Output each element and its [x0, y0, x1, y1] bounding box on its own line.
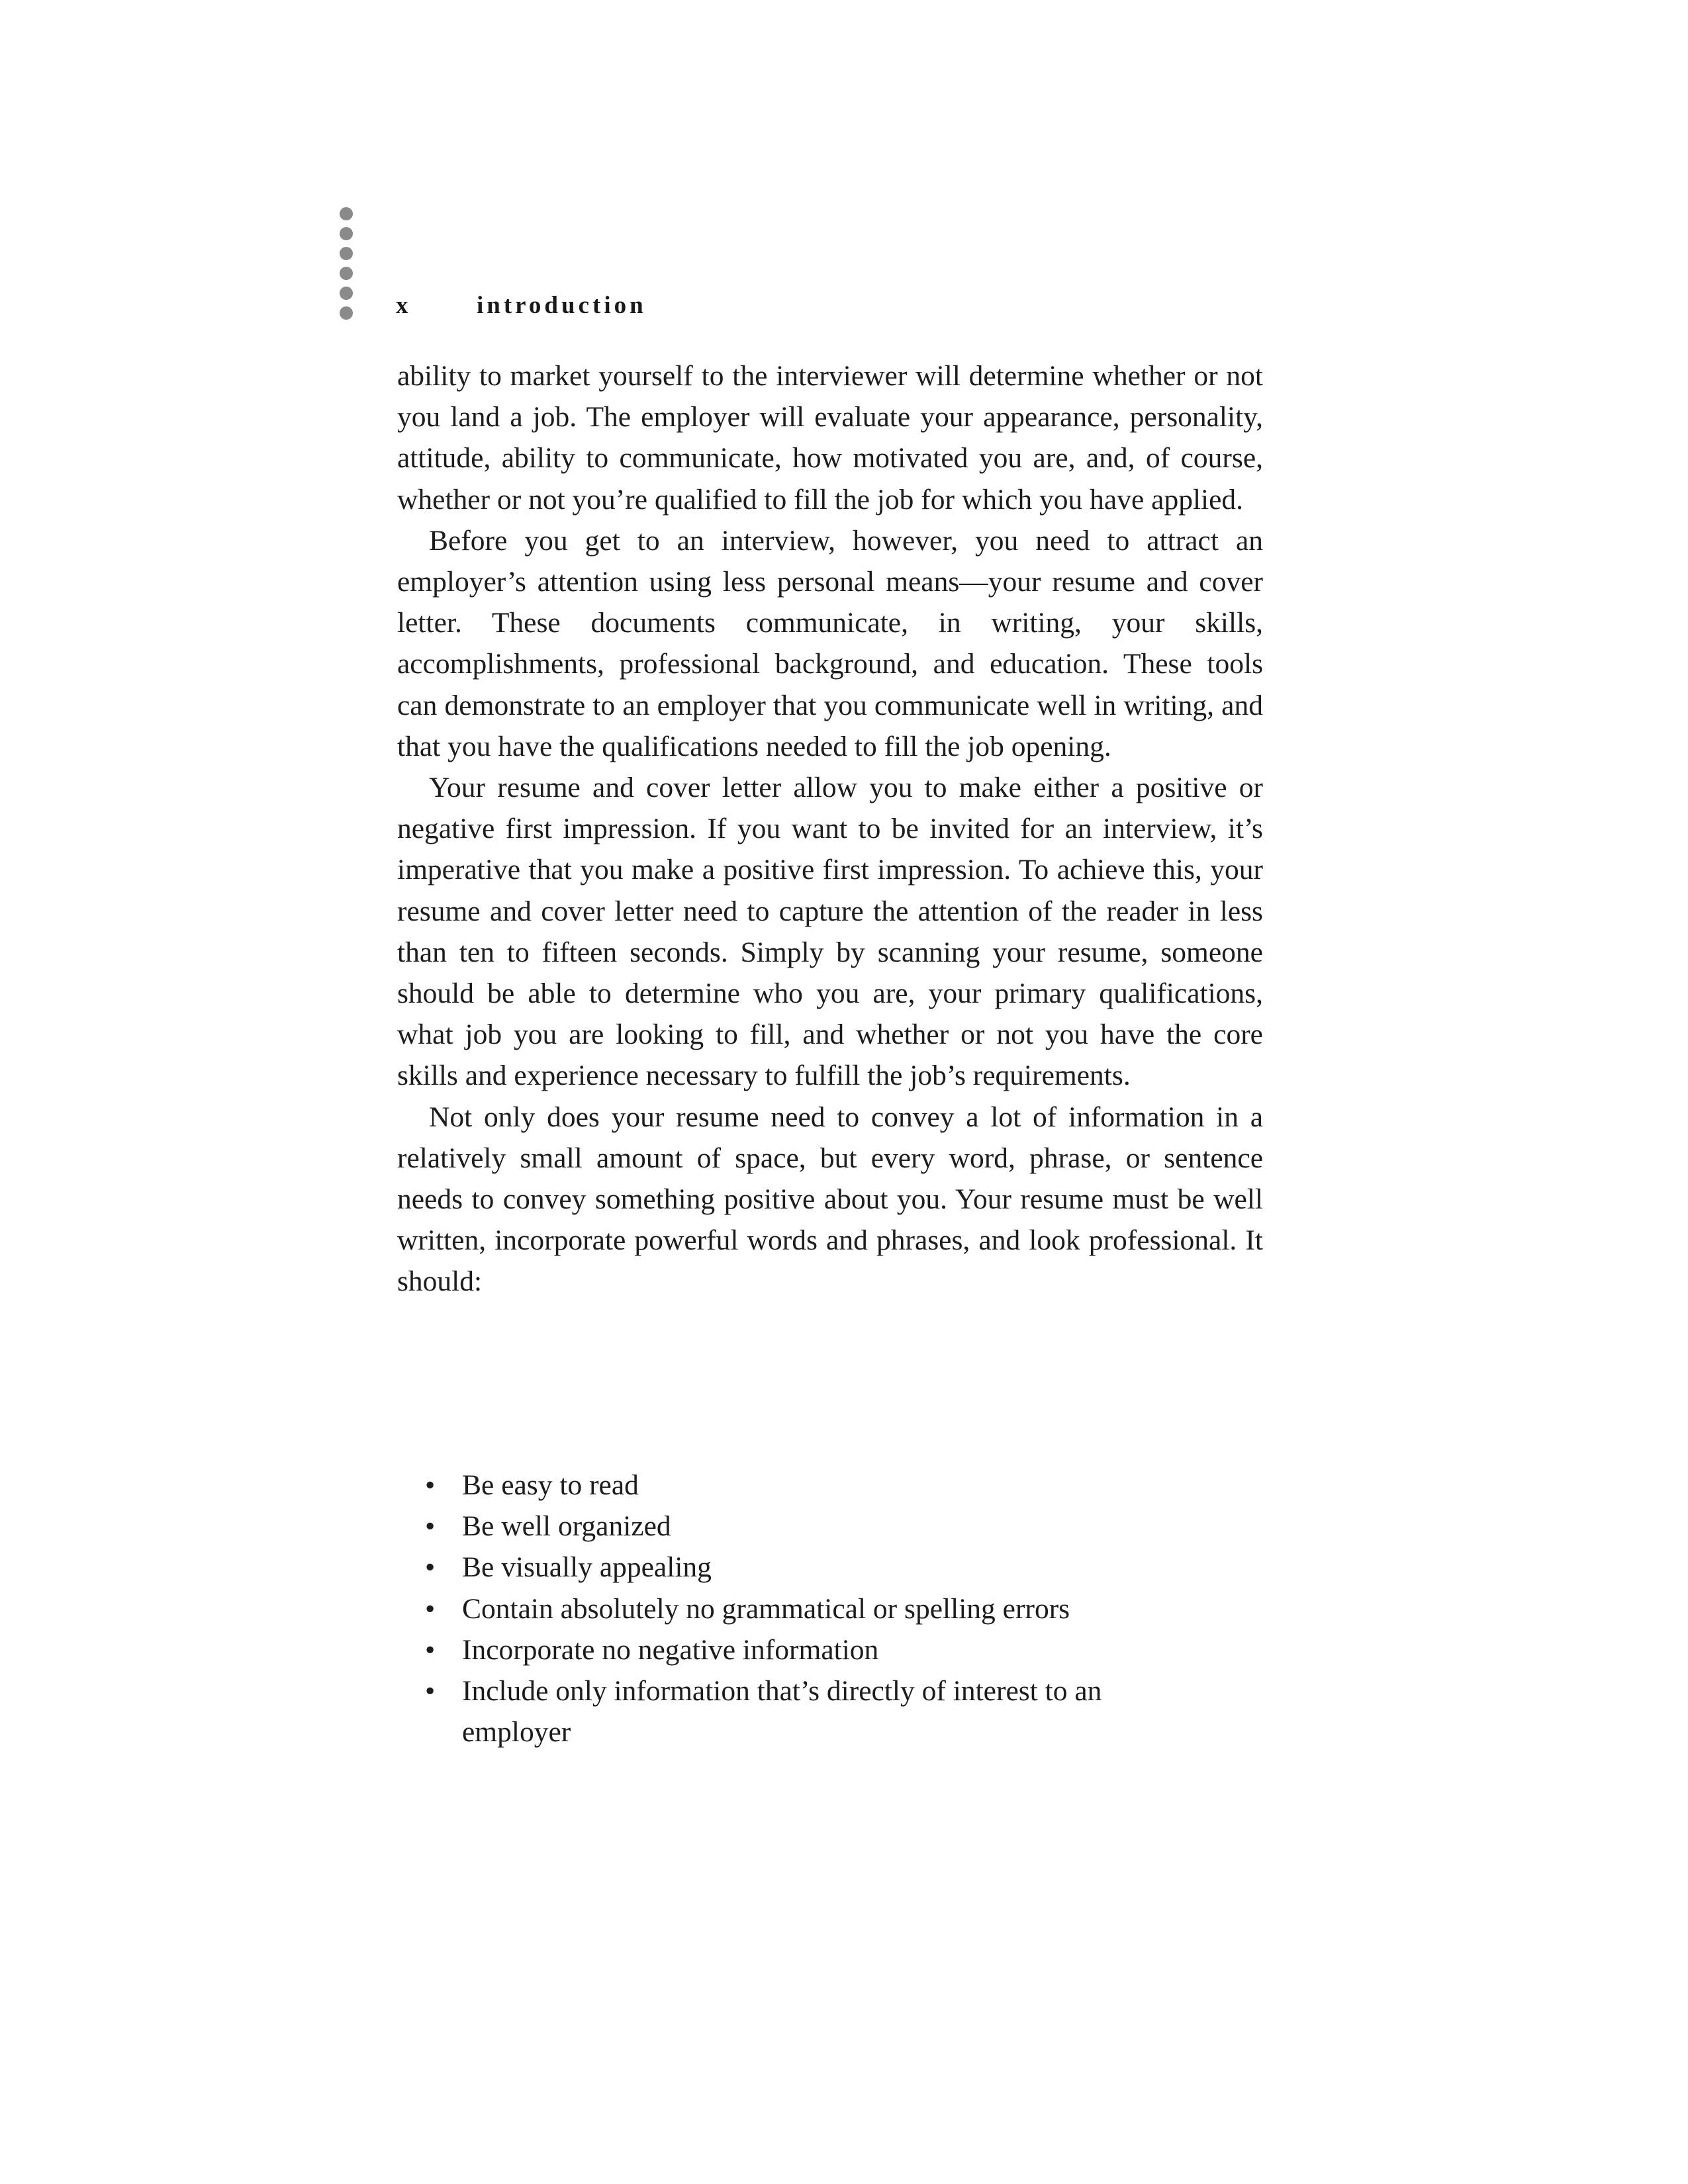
list-item — [424, 1506, 1205, 1547]
bullet-icon: • — [425, 1510, 436, 1543]
list-item-text: Be visually appealing — [462, 1551, 712, 1584]
page-number: x — [396, 292, 412, 319]
list-item — [424, 1629, 1205, 1670]
list-item-text: Be easy to read — [462, 1469, 639, 1501]
bullet-icon: • — [425, 1469, 436, 1501]
body-text — [397, 355, 1263, 1302]
dot-icon — [340, 306, 353, 320]
paragraph: ability to market yourself to the interviewer will determine whether or not you land a job. The employer will evaluate your appearance, personality, attitude, ability to communicate, how motivated you are, and, of course, whether or not you’re qualified to fill the job for which you have applied. — [397, 360, 1263, 516]
list-item-text: Include only information that’s directly of interest to an employer — [462, 1675, 1102, 1749]
paragraph: Not only does your resume need to convey a lot of information in a relatively small amount of space, but every word, phrase, or sentence needs to convey something positive about you. Your resume must be well written, incorporate powerful words and phrases, and look professional. It should: — [397, 1101, 1263, 1298]
paragraph: Your resume and cover letter allow you to make either a positive or negative first impression. If you want to be invited for an interview, it’s imperative that you make a positive first impression. To achieve this, your resume and cover letter need to capture the attention of the reader in less than ten to fifteen seconds. Simply by scanning your resume, someone should be able to determine who you are, your primary qualifications, what job you are looking to fill, and whether or not you have the core skills and experience necessary to fulfill the job’s requirements. — [397, 772, 1263, 1092]
dot-column-icon — [340, 207, 353, 321]
dot-icon — [340, 267, 353, 280]
dot-icon — [340, 247, 353, 260]
list-item — [424, 1547, 1205, 1588]
list-item-text: Contain absolutely no grammatical or spelling errors — [462, 1592, 1070, 1625]
list-item — [424, 1465, 1205, 1506]
list-item — [424, 1670, 1205, 1752]
bullet-icon: • — [425, 1633, 436, 1666]
list-item — [424, 1588, 1205, 1629]
dot-icon — [340, 207, 353, 220]
bullet-icon: • — [425, 1675, 436, 1707]
paragraph: Before you get to an interview, however, you need to attract an employer’s attention using less personal means—your resume and cover letter. These documents communicate, in writing, your skills, accomplishments, professional background, and education. These tools can demonstrate to an employer that you communicate well in writing, and that you have the qualifications needed to fill the job opening. — [397, 524, 1263, 762]
list-item-text: Incorporate no negative information — [462, 1633, 879, 1666]
list-item-text: Be well organized — [462, 1510, 671, 1543]
bullet-list — [424, 1465, 1205, 1752]
section-title: introduction — [477, 292, 647, 319]
bullet-icon: • — [425, 1592, 436, 1625]
dot-icon — [340, 227, 353, 240]
bullet-icon: • — [425, 1551, 436, 1584]
dot-icon — [340, 287, 353, 300]
